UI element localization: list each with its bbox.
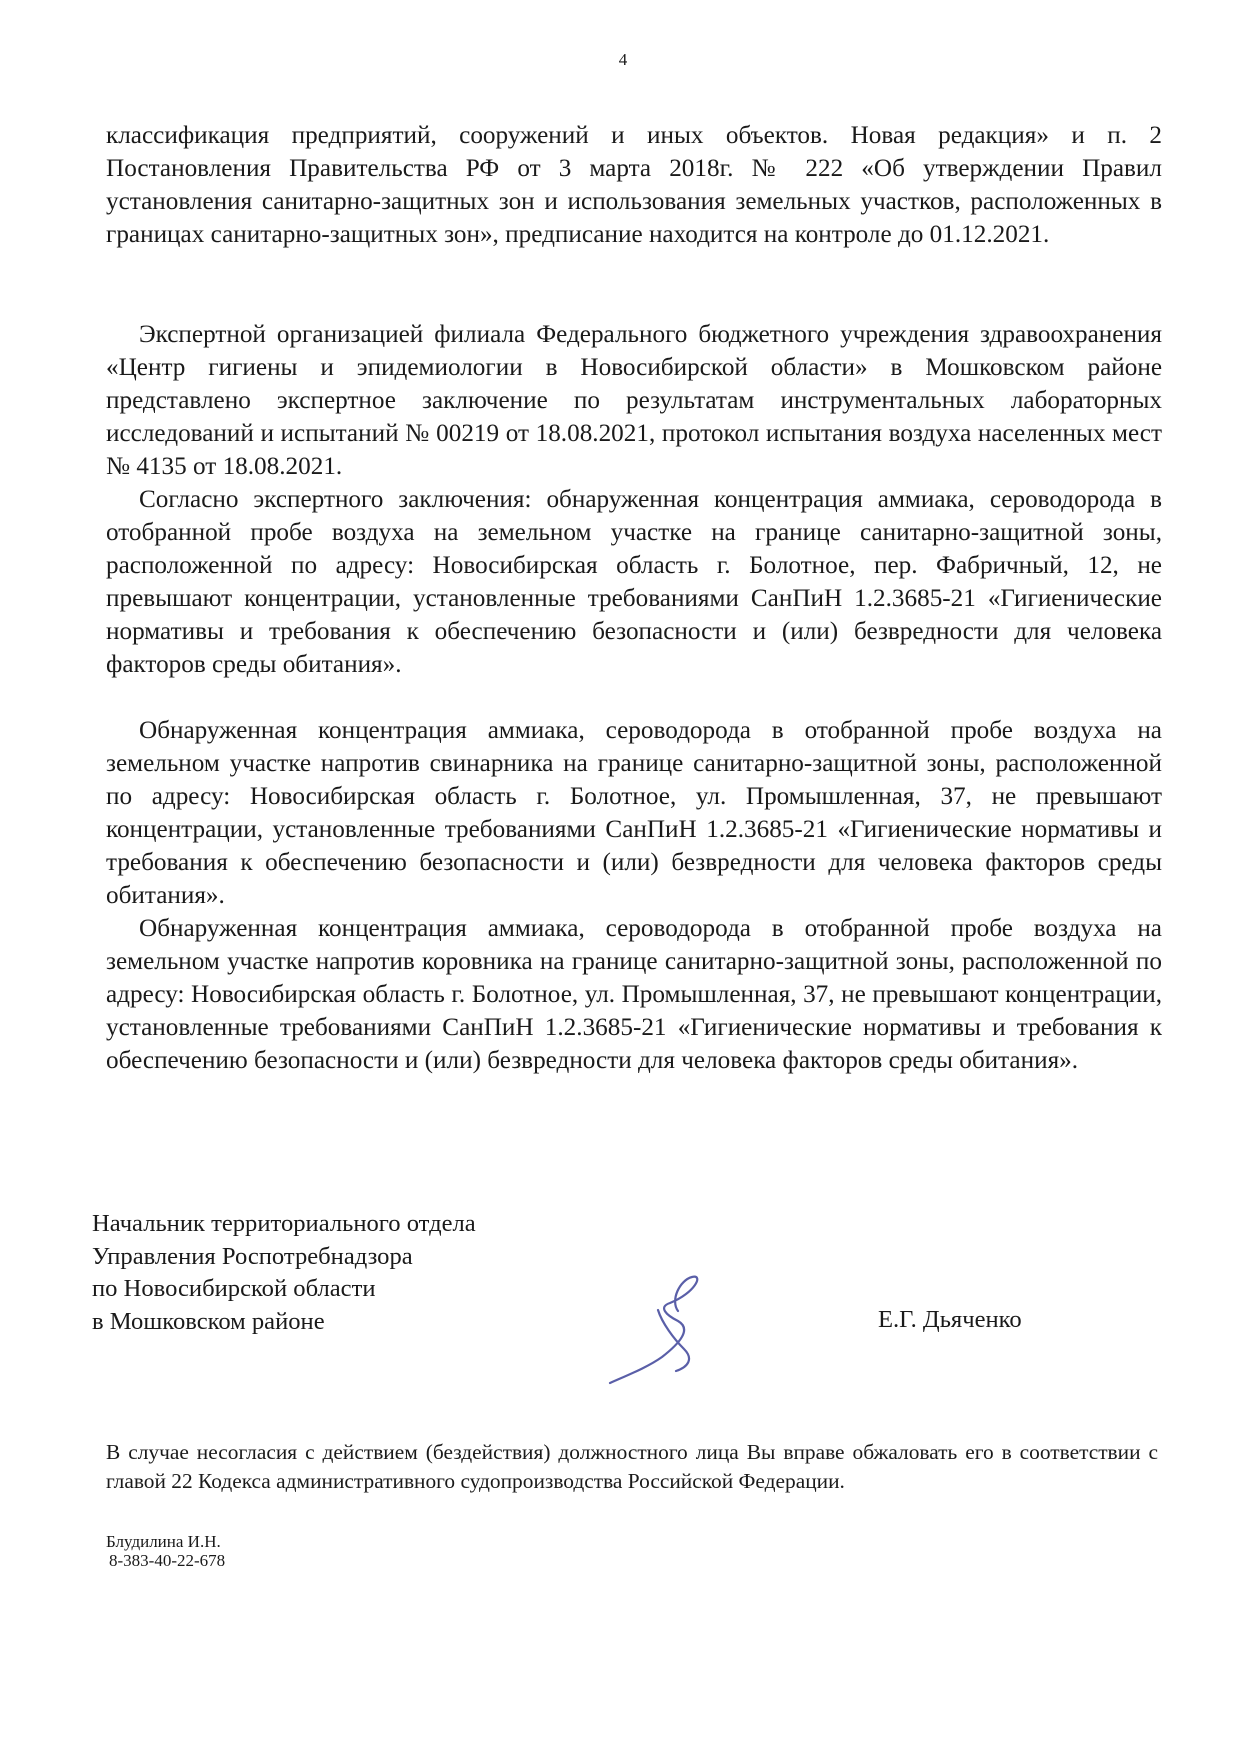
executor-info [106,1532,225,1570]
signatory-title [92,1208,476,1338]
paragraph-cowshed-result: Обнаруженная концентрация аммиака, сероводорода в отобранной пробе воздуха на земельном участке напротив коровника на границе санитарно-защитной зоны, расположенной по адресу: Новосибирская область г. Болотное, ул. Промышленная, 37, не превышают концентрации, установленные требованиями СанПиН 1.2.3685-21 «Гигиенические нормативы и требования к обеспечению безопасности и (или) безвредности для человека факторов среды обитания». [106,915,1162,1074]
executor-name: Блудилина И.Н. [106,1532,221,1551]
signatory-title-line: Начальник территориального отдела [92,1210,476,1237]
page-number: 4 [618,50,628,69]
paragraph-pigsty-result: Обнаруженная концентрация аммиака, сероводорода в отобранной пробе воздуха на земельном участке напротив свинарника на границе санитарно-защитной зоны, расположенной по адресу: Новосибирская область г. Болотное, ул. Промышленная, 37, не превышают концентрации, установленные требованиями СанПиН 1.2.3685-21 «Гигиенические нормативы и требования к обеспечению безопасности и (или) безвредности для человека факторов среды обитания». [106,717,1162,909]
signatory-title-line: по Новосибирской области [92,1275,376,1303]
appeal-notice: В случае несогласия с действием (бездействия) должностного лица Вы вправе обжаловать его в соответствии с главой 22 Кодекса административного судопроизводства Российской Федерации. [106,1440,1158,1493]
signatory-title-line: в Мошковском районе [92,1307,325,1335]
signatory-title-line: Управления Роспотребнадзора [92,1242,413,1270]
executor-phone: 8-383-40-22-678 [109,1551,226,1570]
paragraph-expert-organization: Экспертной организацией филиала Федерального бюджетного учреждения здравоохранения «Центр гигиены и эпидемиологии в Новосибирской области» в Мошковском районе представлено экспертное заключение по результатам инструментальных лабораторных исследований и испытаний № 00219 от 18.08.2021, протокол испытания воздуха населенных мест № 4135 от 18.08.2021. [106,321,1162,480]
paragraph-continuation: классификация предприятий, сооружений и иных объектов. Новая редакция» и п. 2 Постановления Правительства РФ от 3 марта 2018г. № 222 «Об утверждении Правил установления санитарно-защитных зон и использования земельных участков, расположенных в границах санитарно-защитных зон», предписание находится на контроле до 01.12.2021. [106,122,1162,248]
paragraph-expert-conclusion: Согласно экспертного заключения: обнаруженная концентрация аммиака, сероводорода в отобранной пробе воздуха на земельном участке на границе санитарно-защитной зоны, расположенной по адресу: Новосибирская область г. Болотное, пер. Фабричный, 12, не превышают концентрации, установленные требованиями СанПиН 1.2.3685-21 «Гигиенические нормативы и требования к обеспечению безопасности и (или) безвредности для человека факторов среды обитания». [106,486,1162,678]
handwritten-signature [600,1255,770,1395]
signatory-name: Е.Г. Дьяченко [878,1306,1022,1333]
